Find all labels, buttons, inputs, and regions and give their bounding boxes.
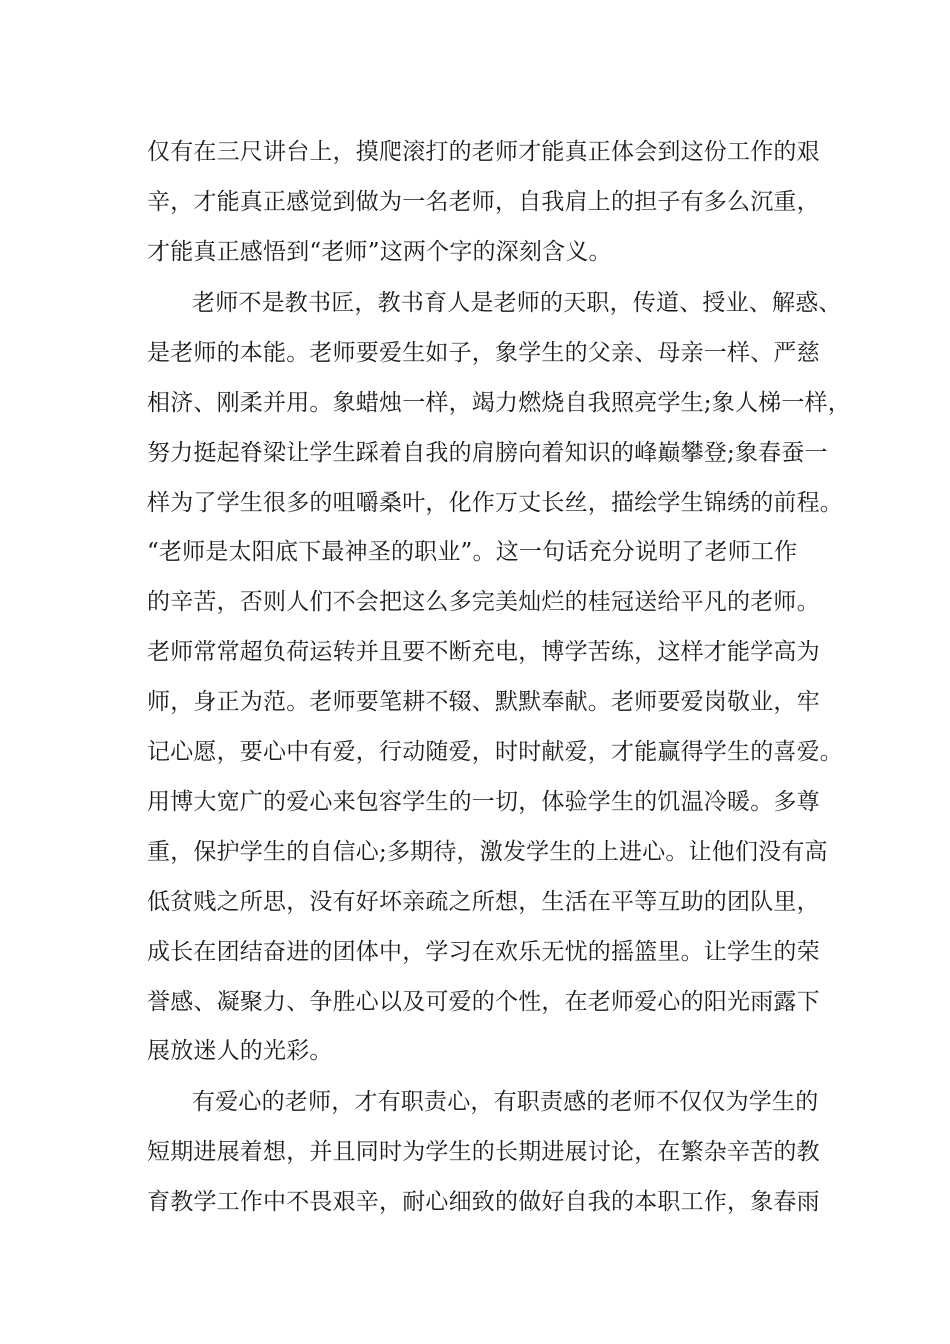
text-line: 才能真正感悟到“老师”这两个字的深刻含义。 bbox=[147, 239, 612, 265]
text-line: 辛，才能真正感觉到做为一名老师，自我肩上的担子有多么沉重， bbox=[147, 189, 820, 215]
text-line: 育教学工作中不畏艰辛，耐心细致的做好自我的本职工作，象春雨 bbox=[147, 1189, 820, 1215]
text-line: 用博大宽广的爱心来包容学生的一切，体验学生的饥温冷暖。多尊 bbox=[147, 789, 820, 815]
text-line: 仅有在三尺讲台上，摸爬滚打的老师才能真正体会到这份工作的艰 bbox=[147, 139, 820, 165]
text-line: 展放迷人的光彩。 bbox=[147, 1038, 333, 1064]
text-line: 短期进展着想，并且同时为学生的长期进展讨论，在繁杂辛苦的教 bbox=[147, 1139, 820, 1165]
text-line: 低贫贱之所思，没有好坏亲疏之所想，生活在平等互助的团队里， bbox=[147, 889, 820, 915]
paragraph-first-line: 有爱心的老师，才有职责心，有职责感的老师不仅仅为学生的 bbox=[192, 1089, 819, 1115]
text-line: “老师是太阳底下最神圣的职业”。这一句话充分说明了老师工作 bbox=[147, 539, 798, 565]
text-line: 是老师的本能。老师要爱生如子，象学生的父亲、母亲一样、严慈 bbox=[147, 340, 820, 366]
text-line: 重，保护学生的自信心;多期待，激发学生的上进心。让他们没有高 bbox=[147, 839, 828, 865]
text-line: 师，身正为范。老师要笔耕不辍、默默奉献。老师要爱岗敬业，牢 bbox=[147, 689, 820, 715]
text-line: 成长在团结奋进的团体中，学习在欢乐无忧的摇篮里。让学生的荣 bbox=[147, 939, 820, 965]
text-line: 的辛苦，否则人们不会把这么多完美灿烂的桂冠送给平凡的老师。 bbox=[147, 589, 820, 615]
text-line: 誉感、凝聚力、争胜心以及可爱的个性，在老师爱心的阳光雨露下 bbox=[147, 989, 820, 1015]
text-line: 样为了学生很多的咀嚼桑叶，化作万丈长丝，描绘学生锦绣的前程。 bbox=[147, 490, 843, 516]
paragraph-first-line: 老师不是教书匠，教书育人是老师的天职，传道、授业、解惑、 bbox=[192, 290, 842, 316]
text-line: 老师常常超负荷运转并且要不断充电，博学苦练，这样才能学高为 bbox=[147, 639, 820, 665]
text-line: 相济、刚柔并用。象蜡烛一样，竭力燃烧自我照亮学生;象人梯一样， bbox=[147, 390, 851, 416]
text-line: 努力挺起脊梁让学生踩着自我的肩膀向着知识的峰巅攀登;象春蚕一 bbox=[147, 440, 828, 466]
text-line: 记心愿，要心中有爱，行动随爱，时时献爱，才能赢得学生的喜爱。 bbox=[147, 739, 843, 765]
